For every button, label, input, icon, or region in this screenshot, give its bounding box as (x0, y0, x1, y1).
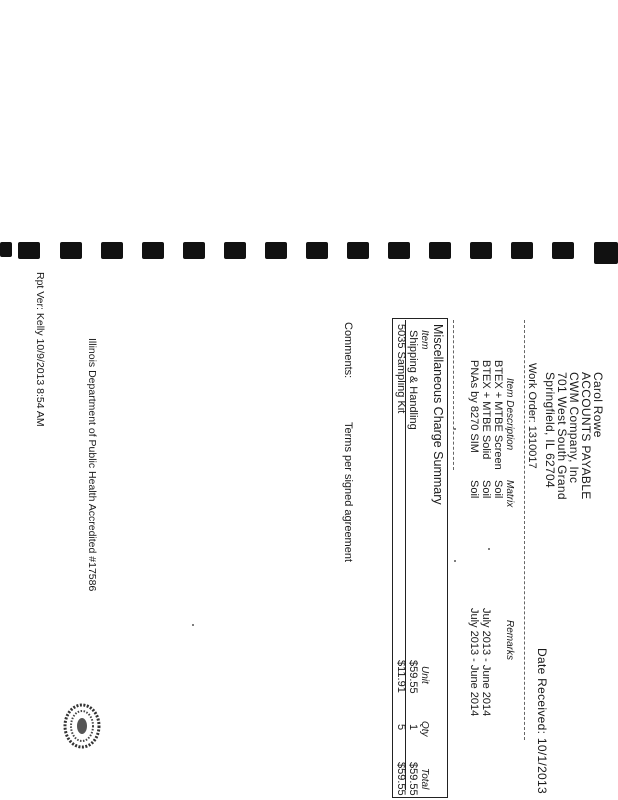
scan-speck (454, 560, 456, 562)
accreditation-seal-icon (62, 702, 102, 750)
misc-row-2-qty: 5 (395, 724, 407, 731)
scan-speck (192, 624, 194, 626)
item-row-2-description: BTEX + MTBE Solid (480, 360, 492, 460)
item-row-1-matrix: Soil (492, 480, 504, 499)
misc-unit-header: Unit (419, 666, 430, 684)
misc-total-header: Total (419, 768, 430, 790)
matrix-header: Matrix (504, 480, 515, 508)
misc-row-2-total: $59.55 (395, 762, 407, 796)
accreditation-note: Illinois Department of Public Health Accredited #17586 (86, 338, 98, 592)
header-line-4: 701 West South Grand (555, 372, 569, 500)
scan-speck (488, 548, 490, 550)
misc-row-1-item: Shipping & Handling (407, 330, 419, 430)
date-received: Date Received: 10/1/2013 (535, 648, 549, 794)
dashed-divider (524, 320, 525, 740)
item-description-header: Item Description (504, 378, 515, 451)
misc-row-1-unit: $59.55 (407, 660, 419, 694)
item-row-3-description: PNAs by 8270 SIM (468, 360, 480, 453)
misc-row-2-item: 5035 Sampling Kit (395, 324, 407, 414)
comments-label: Comments: (342, 322, 354, 379)
misc-row-2-unit: $11.91 (395, 660, 407, 693)
misc-item-header: Item (419, 330, 430, 350)
misc-row-1-qty: 1 (407, 724, 419, 731)
scan-speck (454, 428, 456, 430)
dashed-divider (453, 320, 454, 470)
item-row-2-remarks: July 2013 - June 2014 (480, 608, 492, 717)
header-line-2: ACCOUNTS PAYABLE (579, 372, 593, 500)
header-line-1: Carol Rowe (591, 372, 605, 438)
header-line-5: Springfield, IL 62704 (543, 372, 557, 488)
header-line-3: CWM Company, Inc (567, 372, 581, 484)
misc-qty-header: Qty (419, 721, 430, 737)
misc-charge-title: Miscellaneous Charge Summary (431, 324, 445, 505)
misc-row-1-total: $59.55 (407, 762, 419, 796)
remarks-header: Remarks (504, 620, 515, 661)
comments-text: Terms per signed agreement (342, 422, 354, 563)
work-order: Work Order: 1310017 (526, 363, 538, 469)
item-row-1-description: BTEX + MTBE Screen (492, 360, 504, 470)
report-version: Rpt Ver: Kelly 10/9/2013 8:54 AM (34, 272, 46, 427)
item-row-3-remarks: July 2013 - June 2014 (468, 608, 480, 717)
item-row-3-matrix: Soil (468, 480, 480, 499)
item-row-2-matrix: Soil (480, 480, 492, 499)
